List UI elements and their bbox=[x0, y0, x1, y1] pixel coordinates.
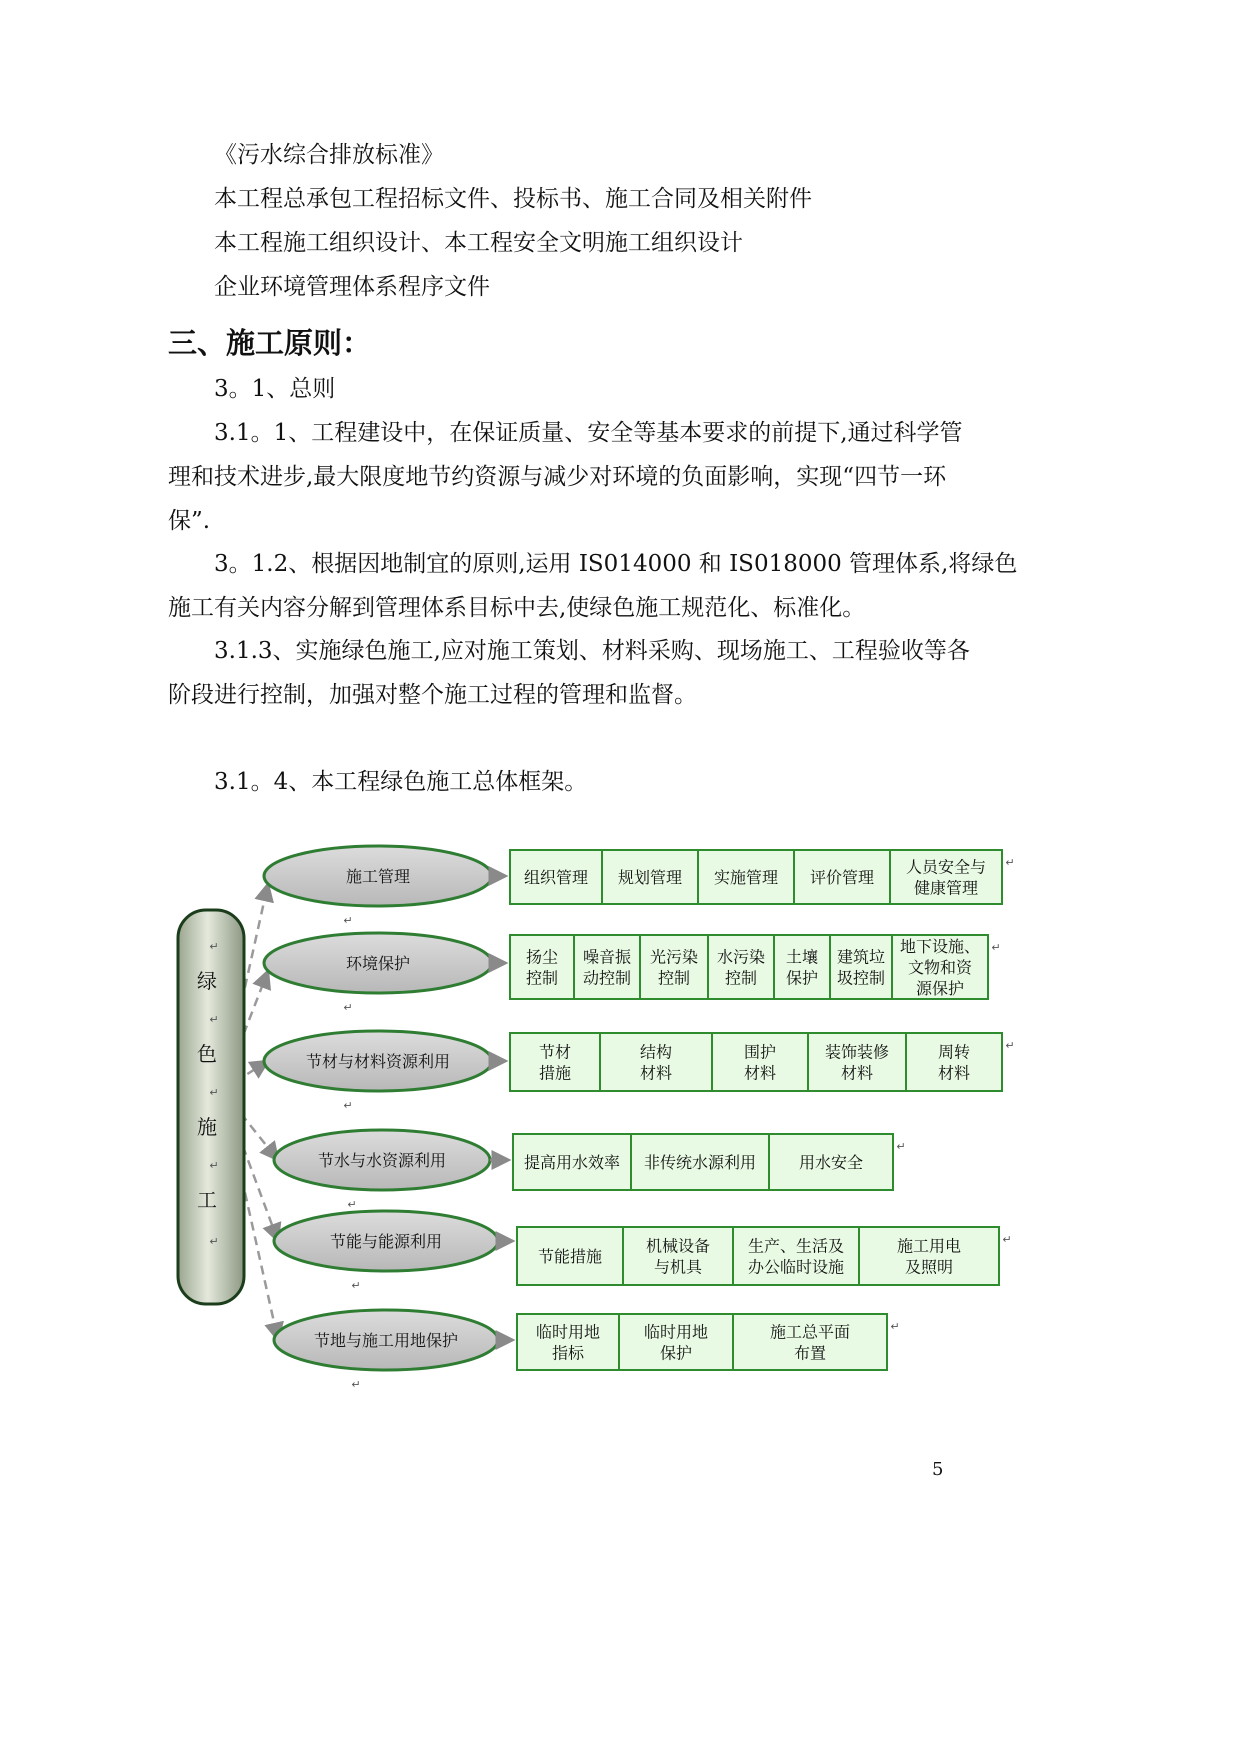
reference-line: 本工程总承包工程招标文件、投标书、施工合同及相关附件 bbox=[214, 186, 812, 212]
branch-node-label: 施工管理 bbox=[345, 867, 411, 886]
framework-item-box bbox=[774, 935, 830, 999]
framework-item-label: 材料 bbox=[937, 1063, 971, 1083]
framework-item-label: 水污染 bbox=[716, 947, 766, 967]
framework-item-label: 实施管理 bbox=[713, 868, 779, 887]
framework-item-label: 光污染 bbox=[649, 947, 699, 967]
reference-line: 《污水综合排放标准》 bbox=[214, 142, 444, 168]
root-node-char: 施 bbox=[197, 1115, 217, 1139]
framework-item-label: 圾控制 bbox=[836, 968, 886, 988]
framework-item-label: 指标 bbox=[551, 1343, 585, 1363]
paragraph-line: 理和技术进步,最大限度地节约资源与减少对环境的负面影响，实现“四节一环 bbox=[168, 464, 947, 490]
framework-item-label: 节能措施 bbox=[537, 1247, 603, 1266]
branch-node-label: 节材与材料资源利用 bbox=[305, 1052, 451, 1071]
framework-item-label: 评价管理 bbox=[809, 868, 875, 887]
branch-node-label: 节地与施工用地保护 bbox=[313, 1331, 459, 1350]
framework-item-label: 源保护 bbox=[915, 979, 965, 998]
framework-item-box bbox=[830, 935, 892, 999]
paragraph-mark: ↵ bbox=[209, 1159, 219, 1172]
paragraph-mark: ↵ bbox=[896, 1140, 906, 1153]
framework-item-label: 机械设备 bbox=[645, 1236, 711, 1256]
framework-item-label: 土壤 bbox=[785, 947, 819, 967]
paragraph-mark: ↵ bbox=[347, 1198, 357, 1211]
framework-item-label: 保护 bbox=[785, 968, 819, 988]
framework-item-label: 材料 bbox=[840, 1063, 874, 1083]
page-number: 5 bbox=[932, 1459, 944, 1480]
reference-line: 本工程施工组织设计、本工程安全文明施工组织设计 bbox=[214, 230, 743, 256]
paragraph-line: 3。1.2、根据因地制宜的原则,运用 IS014000 和 IS018000 管理体系,将绿色 bbox=[214, 551, 1018, 577]
framework-item-label: 提高用水效率 bbox=[523, 1153, 621, 1172]
framework-item-label: 临时用地 bbox=[535, 1322, 601, 1342]
paragraph-mark: ↵ bbox=[351, 1378, 361, 1391]
framework-item-label: 组织管理 bbox=[523, 868, 589, 887]
framework-item-label: 措施 bbox=[538, 1063, 572, 1083]
framework-item-label: 保护 bbox=[659, 1343, 693, 1363]
paragraph-mark: ↵ bbox=[343, 1099, 353, 1112]
framework-item-label: 人员安全与 bbox=[905, 857, 987, 877]
framework-item-label: 动控制 bbox=[582, 968, 632, 988]
framework-item-label: 健康管理 bbox=[913, 878, 979, 898]
paragraph-mark: ↵ bbox=[343, 914, 353, 927]
framework-item-label: 文物和资 bbox=[907, 958, 973, 977]
framework-item-label: 生产、生活及 bbox=[747, 1236, 845, 1256]
framework-item-box bbox=[640, 935, 708, 999]
root-node-char: 色 bbox=[197, 1042, 217, 1066]
framework-item-box bbox=[510, 935, 574, 999]
paragraph-line: 阶段进行控制，加强对整个施工过程的管理和监督。 bbox=[168, 682, 697, 708]
section-heading: 三、施工原则： bbox=[168, 326, 372, 360]
paragraph-mark: ↵ bbox=[343, 1001, 353, 1014]
framework-item-label: 用水安全 bbox=[798, 1153, 864, 1172]
paragraph-mark: ↵ bbox=[209, 1086, 219, 1099]
framework-item-label: 材料 bbox=[639, 1063, 673, 1083]
paragraph-line: 3.1。4、本工程绿色施工总体框架。 bbox=[214, 769, 588, 795]
framework-item-label: 围护 bbox=[743, 1042, 777, 1062]
paragraph-mark: ↵ bbox=[1005, 1039, 1015, 1052]
framework-item-label: 噪音振 bbox=[582, 947, 632, 967]
paragraph-line: 施工有关内容分解到管理体系目标中去,使绿色施工规范化、标准化。 bbox=[168, 595, 866, 621]
paragraph-mark: ↵ bbox=[1005, 856, 1015, 869]
paragraph-line: 3.1。1、工程建设中，在保证质量、安全等基本要求的前提下,通过科学管 bbox=[214, 420, 963, 446]
framework-item-label: 非传统水源利用 bbox=[643, 1153, 757, 1172]
framework-item-label: 装饰装修 bbox=[824, 1042, 890, 1062]
framework-item-label: 规划管理 bbox=[617, 868, 683, 887]
framework-item-label: 临时用地 bbox=[643, 1322, 709, 1342]
paragraph-line: 3.1.3、实施绿色施工,应对施工策划、材料采购、现场施工、工程验收等各 bbox=[214, 638, 970, 664]
paragraph-mark: ↵ bbox=[351, 1279, 361, 1292]
framework-item-label: 及照明 bbox=[904, 1257, 954, 1277]
paragraph-line: 保”. bbox=[168, 508, 211, 534]
paragraph-line: 3。1、总则 bbox=[214, 376, 336, 402]
framework-item-label: 控制 bbox=[724, 968, 758, 988]
branch-node-label: 环境保护 bbox=[345, 954, 411, 973]
framework-item-label: 结构 bbox=[639, 1042, 673, 1062]
paragraph-mark: ↵ bbox=[209, 1235, 219, 1248]
framework-item-box bbox=[708, 935, 774, 999]
root-node-char: 绿 bbox=[197, 969, 217, 993]
paragraph-mark: ↵ bbox=[890, 1320, 900, 1333]
framework-item-label: 控制 bbox=[657, 968, 691, 988]
branch-node-label: 节水与水资源利用 bbox=[317, 1151, 447, 1170]
framework-item-label: 周转 bbox=[937, 1042, 971, 1062]
framework-item-label: 材料 bbox=[743, 1063, 777, 1083]
framework-item-label: 建筑垃 bbox=[836, 947, 886, 967]
framework-item-label: 扬尘 bbox=[525, 947, 559, 967]
paragraph-mark: ↵ bbox=[991, 941, 1001, 954]
root-node-char: 工 bbox=[197, 1188, 217, 1212]
framework-item-label: 布置 bbox=[793, 1343, 827, 1363]
paragraph-mark: ↵ bbox=[209, 940, 219, 953]
framework-item-label: 地下设施、 bbox=[899, 937, 981, 956]
framework-item-label: 节材 bbox=[538, 1042, 572, 1062]
paragraph-mark: ↵ bbox=[1002, 1233, 1012, 1246]
framework-item-label: 施工用电 bbox=[896, 1236, 962, 1256]
framework-item-label: 控制 bbox=[525, 968, 559, 988]
framework-item-label: 与机具 bbox=[653, 1257, 703, 1277]
framework-item-box bbox=[574, 935, 640, 999]
reference-line: 企业环境管理体系程序文件 bbox=[214, 274, 490, 300]
paragraph-mark: ↵ bbox=[209, 1013, 219, 1026]
framework-item-label: 办公临时设施 bbox=[747, 1257, 845, 1277]
framework-item-label: 施工总平面 bbox=[769, 1322, 851, 1342]
branch-node-label: 节能与能源利用 bbox=[329, 1232, 443, 1251]
